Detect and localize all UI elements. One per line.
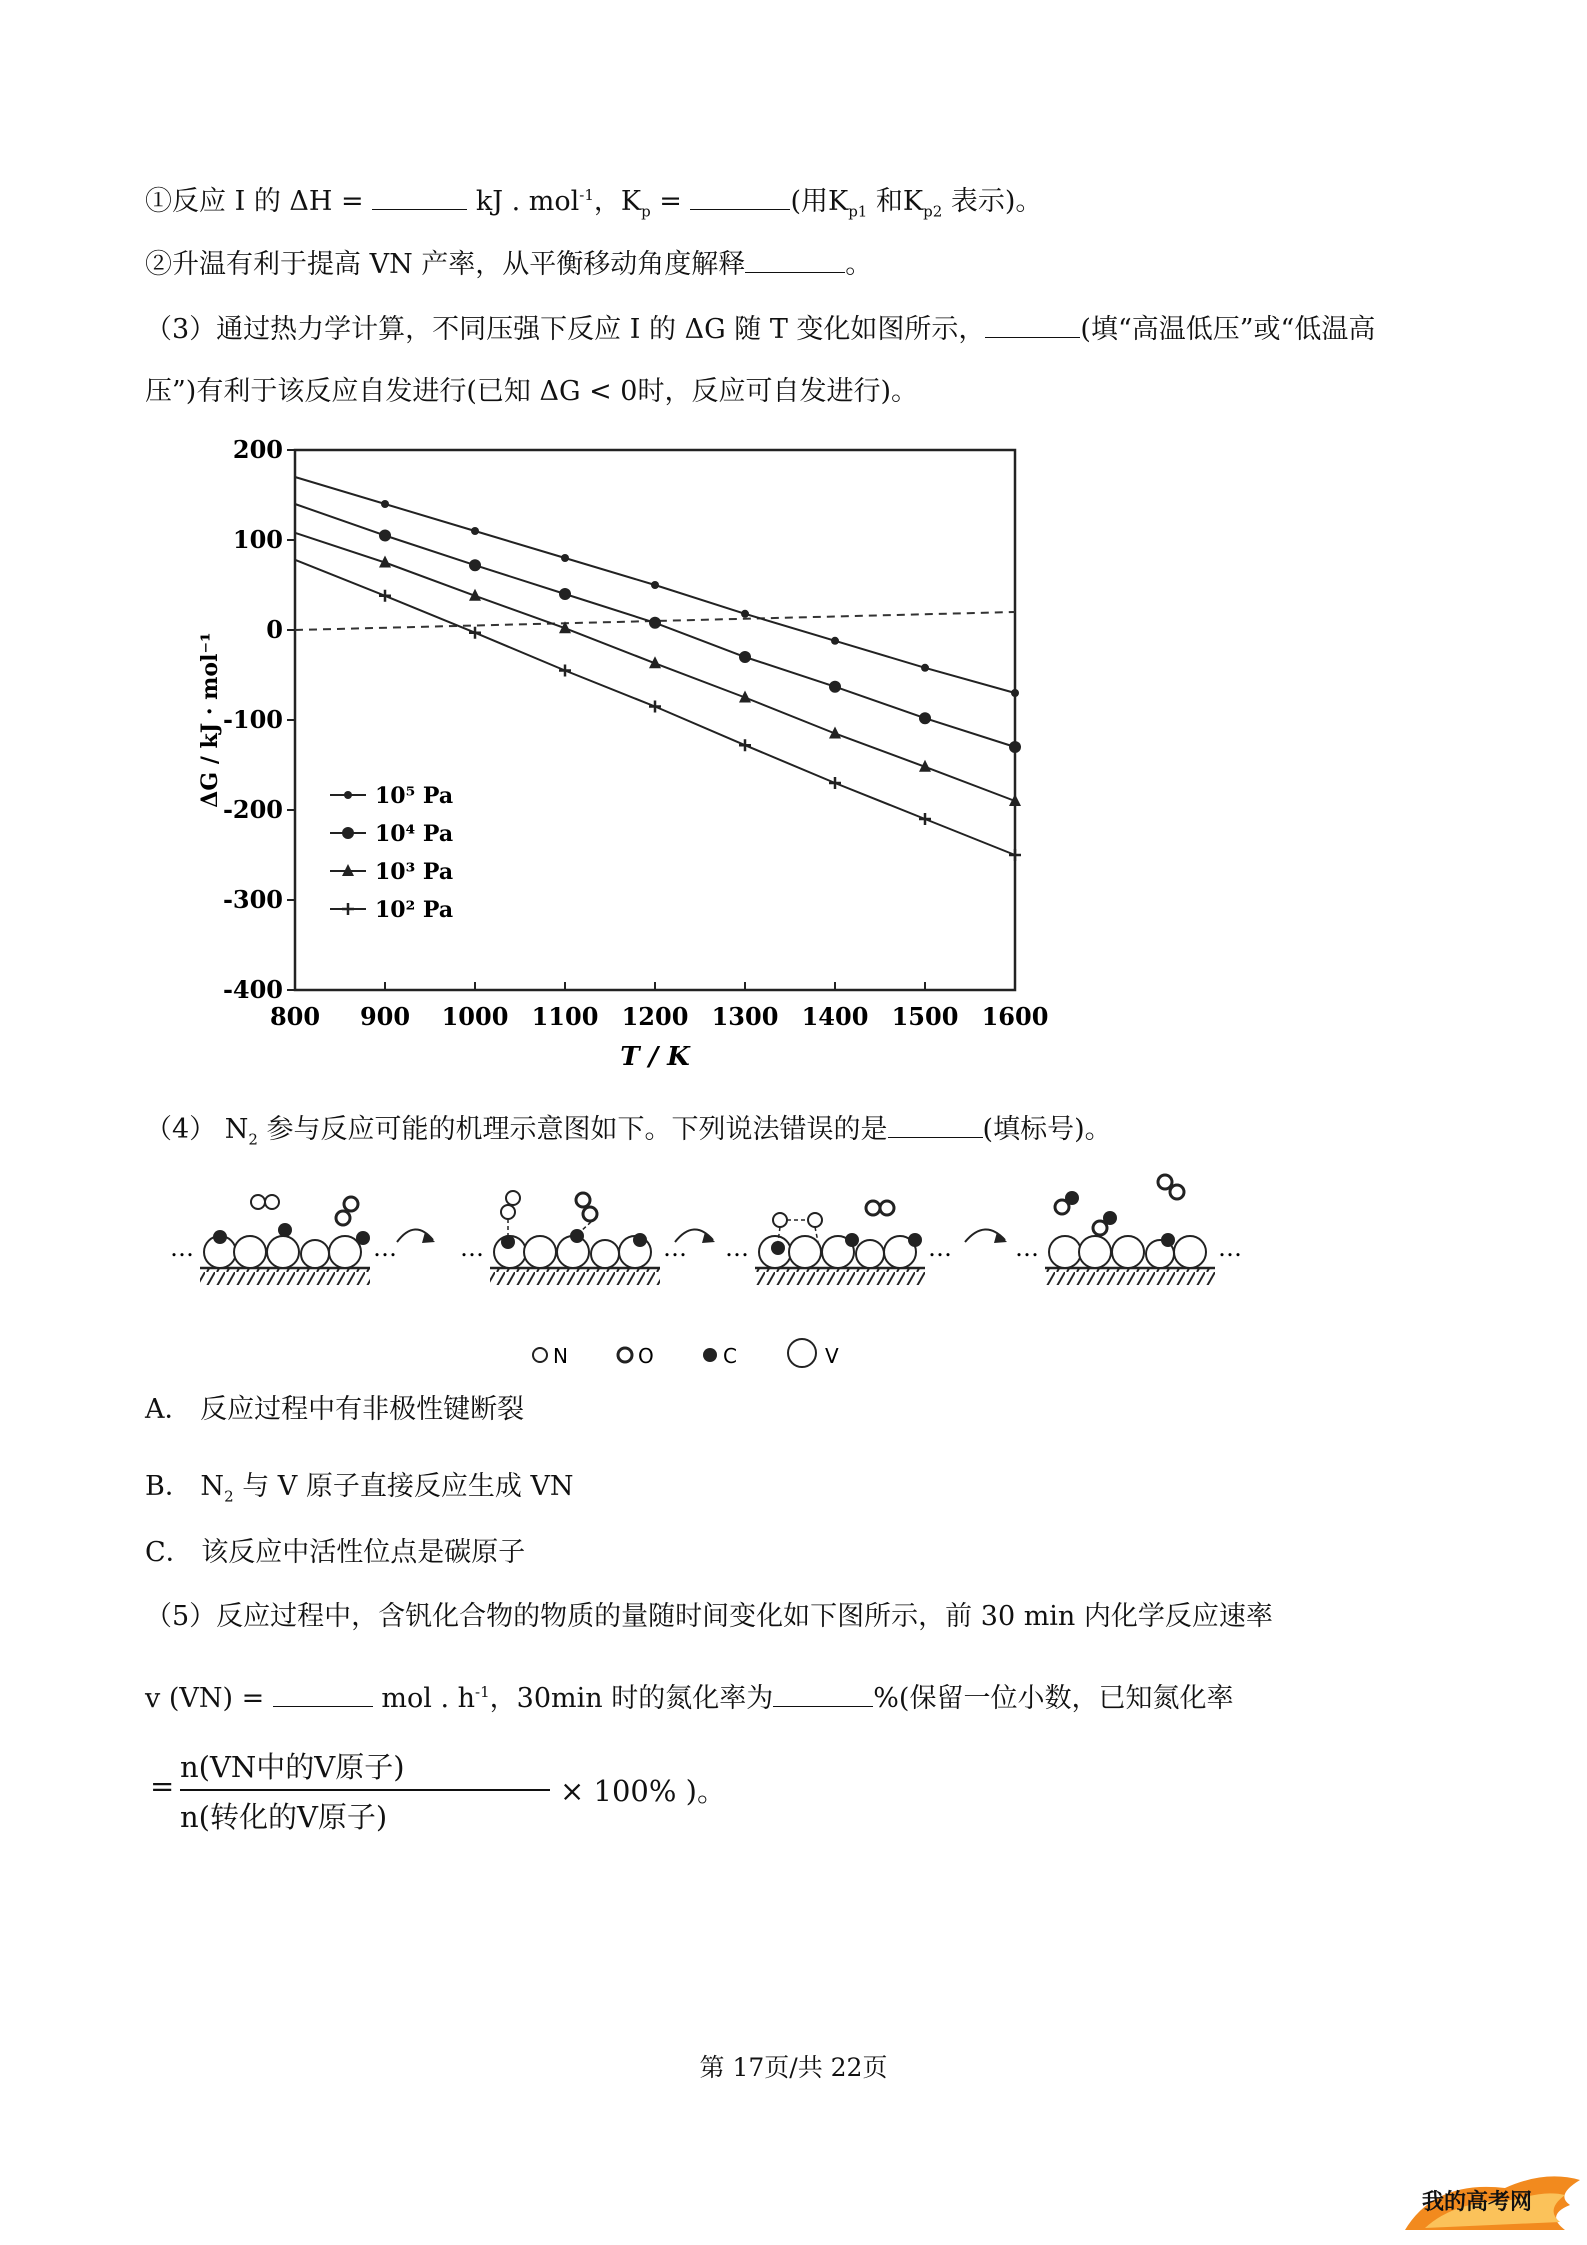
data-point <box>1009 741 1021 753</box>
arrow-head <box>702 1232 715 1243</box>
data-point <box>921 664 929 672</box>
question-5-line-2 <box>145 1672 1233 1719</box>
v-atom <box>789 1236 821 1268</box>
y-tick-label: -400 <box>222 975 283 1004</box>
ellipsis: … <box>1218 1234 1242 1262</box>
option-a-text: A． 反应过程中有非极性键断裂 <box>145 1394 525 1425</box>
y-tick-label: 0 <box>266 615 283 644</box>
v-atom <box>234 1236 266 1268</box>
ellipsis: … <box>663 1234 687 1262</box>
data-point <box>651 581 659 589</box>
data-point <box>739 651 751 663</box>
question-line-1 <box>145 175 1042 231</box>
o-atom <box>344 1197 358 1211</box>
x-tick-label: 1500 <box>891 1002 959 1031</box>
data-point <box>919 712 931 724</box>
option-c[interactable] <box>145 1533 525 1573</box>
data-point <box>649 701 661 713</box>
n-atom <box>506 1191 520 1205</box>
v-atom <box>267 1236 299 1268</box>
arrow-head <box>422 1232 435 1243</box>
y-tick-label: -300 <box>222 885 283 914</box>
logo-text: 我的高考网 <box>1422 2190 1533 2215</box>
fraction-bar <box>180 1789 550 1791</box>
surface-hatch <box>200 1269 370 1285</box>
question-3-line-2 <box>145 372 918 412</box>
x-tick-label: 800 <box>269 1002 321 1031</box>
x-tick-label: 1000 <box>441 1002 509 1031</box>
o-atom <box>583 1207 597 1221</box>
data-point <box>831 637 839 645</box>
legend-label: 10³ Pa <box>375 859 454 885</box>
legend-v-symbol <box>788 1339 816 1367</box>
series-3 <box>295 533 1021 806</box>
data-point <box>1009 849 1021 861</box>
answer-blank[interactable] <box>773 1680 873 1707</box>
answer-blank[interactable] <box>372 183 467 210</box>
c-atom <box>633 1233 647 1247</box>
x-tick-label: 1300 <box>711 1002 779 1031</box>
formula-numerator: n(VN中的V原子) <box>180 1750 405 1784</box>
subscript: p <box>641 202 651 221</box>
v-atom <box>301 1240 329 1268</box>
text: (用K <box>790 186 849 217</box>
data-point <box>829 681 841 693</box>
v-atom <box>856 1240 884 1268</box>
data-point <box>741 610 749 618</box>
c-atom <box>570 1229 584 1243</box>
c-atom <box>908 1233 922 1247</box>
data-point <box>919 813 931 825</box>
text: （4） N <box>145 1114 249 1145</box>
text: (填标号)。 <box>982 1114 1112 1145</box>
mechanism-legend <box>533 1339 839 1368</box>
v-atom <box>1049 1236 1081 1268</box>
text: v (VN) = <box>145 1683 273 1714</box>
o-atom <box>1158 1175 1172 1189</box>
text: kJ . mol <box>467 186 580 217</box>
data-point <box>342 827 354 839</box>
dashed-bond <box>580 1222 591 1232</box>
o-atom <box>336 1211 350 1225</box>
option-b[interactable] <box>145 1467 574 1516</box>
data-point <box>1011 689 1019 697</box>
data-point <box>739 739 751 751</box>
o-atom <box>1093 1221 1107 1235</box>
o-atom <box>1055 1200 1069 1214</box>
data-point <box>649 617 661 629</box>
answer-blank[interactable] <box>888 1111 983 1138</box>
data-point <box>559 588 571 600</box>
x-tick-label: 1400 <box>801 1002 869 1031</box>
legend-label: 10⁵ Pa <box>375 783 454 809</box>
answer-blank[interactable] <box>690 183 790 210</box>
option-b-text: B． N <box>145 1471 225 1502</box>
data-point <box>829 777 841 789</box>
formula-tail: × 100% )。 <box>560 1774 726 1808</box>
text: 参与反应可能的机理示意图如下。下列说法错误的是 <box>257 1114 888 1145</box>
x-axis-label: T / K <box>620 1042 690 1072</box>
v-atom <box>329 1236 361 1268</box>
superscript: -1 <box>579 186 594 204</box>
page-footer: 第 17页/共 22页 <box>699 2053 888 2082</box>
data-point <box>469 627 481 639</box>
legend-n-symbol <box>533 1348 547 1362</box>
n-atom <box>501 1205 515 1219</box>
data-point <box>469 559 481 571</box>
subscript: 2 <box>248 1130 258 1149</box>
option-b-text: 与 V 原子直接反应生成 VN <box>233 1471 574 1502</box>
c-atom <box>278 1223 292 1237</box>
answer-blank[interactable] <box>273 1680 373 1707</box>
data-point <box>561 554 569 562</box>
legend-v-label: V <box>825 1344 839 1368</box>
text: = <box>650 186 691 217</box>
option-c-text: C． 该反应中活性位点是碳原子 <box>145 1537 526 1568</box>
data-point <box>471 527 479 535</box>
series-2 <box>295 504 1021 753</box>
arrow-head <box>994 1232 1007 1243</box>
v-atom <box>1174 1236 1206 1268</box>
data-point <box>342 903 354 915</box>
c-atom <box>356 1231 370 1245</box>
y-tick-label: 100 <box>232 525 283 554</box>
n-atom <box>251 1195 265 1209</box>
v-atom <box>591 1240 619 1268</box>
o-atom <box>880 1201 894 1215</box>
ellipsis: … <box>725 1234 749 1262</box>
subscript: p1 <box>848 202 868 221</box>
surface-hatch <box>1045 1269 1215 1285</box>
v-atom <box>1112 1236 1144 1268</box>
subscript: 2 <box>224 1487 234 1506</box>
question-4-line <box>145 1110 1112 1159</box>
data-point <box>379 530 391 542</box>
data-point <box>379 590 391 602</box>
data-point <box>559 665 571 677</box>
n-atom <box>265 1195 279 1209</box>
question-line-2 <box>145 245 872 285</box>
v-atom <box>524 1236 556 1268</box>
c-atom <box>501 1235 515 1249</box>
answer-blank[interactable] <box>985 311 1080 338</box>
ellipsis: … <box>1015 1234 1039 1262</box>
text: mol . h <box>372 1683 476 1714</box>
formula-denominator: n(转化的V原子) <box>180 1800 388 1834</box>
y-tick-label: 200 <box>232 435 283 464</box>
delta-g-chart <box>195 435 1095 1085</box>
x-tick-label: 900 <box>359 1002 411 1031</box>
text: 表示)。 <box>942 186 1043 217</box>
mechanism-diagram <box>165 1160 1265 1380</box>
text: 压”)有利于该反应自发进行(已知 ΔG < 0时，反应可自发进行)。 <box>145 376 919 407</box>
surface-hatch <box>490 1269 660 1285</box>
subscript: p2 <box>923 202 943 221</box>
y-tick-label: -200 <box>222 795 283 824</box>
legend-c-label: C <box>723 1344 737 1368</box>
ellipsis: … <box>928 1234 952 1262</box>
text: （3）通过热力学计算，不同压强下反应 Ⅰ 的 ΔG 随 T 变化如图所示， <box>145 314 986 345</box>
ellipsis: … <box>170 1234 194 1262</box>
text: （5）反应过程中，含钒化合物的物质的量随时间变化如下图所示，前 30 min 内化学反应速率 <box>145 1601 1273 1632</box>
c-atom <box>771 1241 785 1255</box>
x-tick-label: 1600 <box>981 1002 1049 1031</box>
formula-equals: = <box>150 1769 175 1803</box>
o-atom <box>576 1193 590 1207</box>
text: 和K <box>867 186 924 217</box>
o-atom <box>866 1201 880 1215</box>
text: 。 <box>845 249 873 280</box>
answer-blank[interactable] <box>745 246 845 273</box>
ellipsis: … <box>373 1234 397 1262</box>
o-atom <box>1170 1185 1184 1199</box>
text: (填“高温低压”或“低温高 <box>1080 314 1376 345</box>
text: ②升温有利于提高 VN 产率，从平衡移动角度解释 <box>145 249 746 280</box>
surface-hatch <box>755 1269 925 1285</box>
data-point <box>381 500 389 508</box>
text: ，K <box>593 186 642 217</box>
legend-label: 10⁴ Pa <box>375 821 454 847</box>
question-3-line-1 <box>145 310 1375 350</box>
c-atom <box>1161 1233 1175 1247</box>
text: ①反应 Ⅰ 的 ΔH = <box>145 186 373 217</box>
n-atom <box>808 1213 822 1227</box>
y-axis-label: ΔG / kJ · mol⁻¹ <box>197 632 223 808</box>
option-a[interactable] <box>145 1390 524 1430</box>
data-point <box>344 791 352 799</box>
text: %(保留一位小数，已知氮化率 <box>873 1683 1234 1714</box>
c-atom <box>845 1233 859 1247</box>
y-tick-label: -100 <box>222 705 283 734</box>
x-tick-label: 1200 <box>621 1002 689 1031</box>
series-4 <box>295 560 1021 861</box>
legend-c-symbol <box>703 1348 717 1362</box>
legend-o-label: O <box>638 1344 654 1368</box>
v-atom <box>1079 1236 1111 1268</box>
superscript: -1 <box>475 1683 490 1701</box>
c-atom <box>213 1230 227 1244</box>
legend-label: 10² Pa <box>375 897 454 923</box>
x-tick-label: 1100 <box>531 1002 599 1031</box>
legend-o-symbol <box>618 1348 632 1362</box>
question-5-line-1 <box>145 1597 1273 1637</box>
legend-n-label: N <box>553 1344 568 1368</box>
text: ，30min 时的氮化率为 <box>489 1683 774 1714</box>
ellipsis: … <box>460 1234 484 1262</box>
n-atom <box>773 1213 787 1227</box>
